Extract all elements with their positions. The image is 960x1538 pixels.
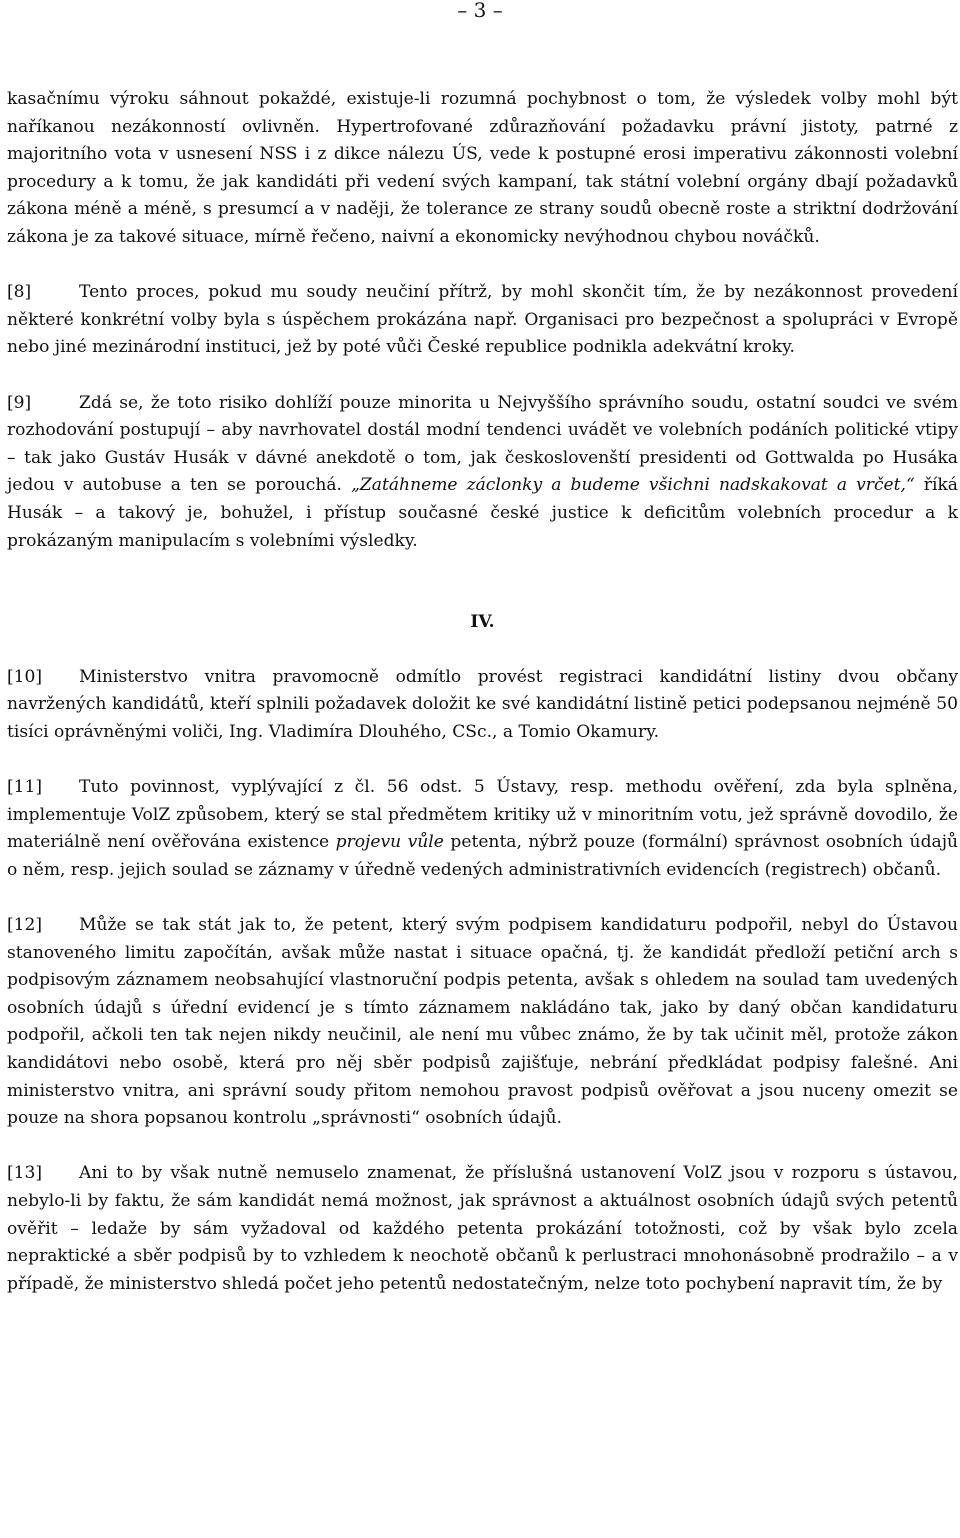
paragraph-11 (7, 774, 958, 884)
paragraph-9 (7, 390, 958, 556)
paragraph-text: říká Husák – a takový je, bohužel, i přístup současné české justice k deficitům volebních procedur a k prokázaným manipulacím s volebními výsledky. (7, 475, 958, 551)
paragraph-number: [8] (7, 282, 32, 303)
paragraph-continuation: kasačnímu výroku sáhnout pokaždé, existuje-li rozumná pochybnost o tom, že výsledek volby mohl být naříkanou nezákonností ovlivněn. Hypertrofované zdůrazňování požadavku právní jistoty, patrné z majoritního vota v usnesení NSS i z dikce nálezu ÚS, vede k postupné erosi imperativu zákonnosti volební procedury a k tomu, že jak kandidáti při vedení svých kampaní, tak státní volební orgány dbají požadavků zákona méně a méně, s presumcí a v naději, že tolerance ze strany soudů obecně roste a striktní dodržování zákona je za takové situace, mírně řečeno, naivní a ekonomicky nevýhodnou chybou nováčků. (7, 89, 958, 247)
paragraph-text: Tento proces, pokud mu soudy neučiní přítrž, by mohl skončit tím, že by nezákonnost provedení některé konkrétní volby byla s úspěchem prokázána např. Organisaci pro bezpečnost a spolupráci v Evropě nebo jiné mezinárodní instituci, jež by poté vůči České republice podnikla adekvátní kroky. (7, 282, 958, 358)
paragraph-text: Ministerstvo vnitra pravomocně odmítlo provést registraci kandidátní listiny dvou občany navržených kandidátů, kteří splnili požadavek doložit ke své kandidátní listině petici podepsanou nejméně 50 tisíci oprávněnými voliči, Ing. Vladimíra Dlouhého, CSc., a Tomio Okamury. (7, 666, 958, 742)
paragraph-13 (7, 1160, 958, 1298)
page-number: – 3 – (457, 0, 503, 22)
section-heading: IV. (470, 612, 495, 633)
document-body (7, 86, 958, 1298)
paragraph-text: Tuto povinnost, vyplývající z čl. 56 odst. 5 Ústavy, resp. methodu ověření, zda byla splněna, implementuje VolZ způsobem, který se stal předmětem kritiky už v minoritním votu, jež správně dovodilo, že materiálně není ověřována existence (7, 777, 958, 853)
paragraph-12 (7, 912, 958, 1133)
paragraph-number: [11] (7, 777, 43, 798)
paragraph-text: Ani to by však nutně nemuselo znamenat, že příslušná ustanovení VolZ jsou v rozporu s ústavou, nebylo-li by faktu, že sám kandidát nemá možnost, jak správnost a aktuálnost osobních údajů svých petentů ověřit – ledaže by sám vyžadoval od každého petenta prokázání totožnosti, což by však bylo zcela nepraktické a sběr podpisů by to vzhledem k neochotě občanů k perlustraci mnohonásobně prodražilo – a v případě, že ministerstvo shledá počet jeho petentů nedostatečným, nelze toto pochybení napravit tím, že by (7, 1163, 958, 1294)
paragraph-number: [10] (7, 666, 43, 687)
paragraph-text: Zdá se, že toto risiko dohlíží pouze minorita u Nejvyššího správního soudu, ostatní soudci ve svém rozhodování postupují – aby navrhovatel dostál modní tendenci uvádět ve volebních podáních politické vtipy – tak jako Gustáv Husák v dávné anekdotě o tom, jak českoslovenští presidenti od Gottwalda po Husáka jedou v autobuse a ten se porouchá. (7, 392, 958, 496)
paragraph-number: [12] (7, 915, 43, 936)
paragraph-number: [13] (7, 1163, 43, 1184)
husak-quote: „Zatáhneme záclonky a budeme všichni nadskakovat a vrčet,“ (351, 475, 915, 496)
paragraph-text: Může se tak stát jak to, že petent, který svým podpisem kandidaturu podpořil, nebyl do Ústavou stanoveného limitu započítán, avšak může nastat i situace opačná, tj. že kandidát předloží petiční arch s podpisovým záznamem neobsahující vlastnoruční podpis petenta, avšak s ohledem na soulad tam uvedených osobních údajů s úřední evidencí je s tímto záznamem nakládáno tak, jako by daný občan kandidaturu podpořil, ačkoli ten tak nejen nikdy neučinil, ale není mu vůbec známo, že by tak učinit měl, protože zákon kandidátovi nebo osobě, která pro něj sběr podpisů zajišťuje, nebrání předkládat podpisy falešné. Ani ministerstvo vnitra, ani správní soudy přitom nemohou pravost podpisů ověřovat a jsou nuceny omezit se pouze na shora popsanou kontrolu „správnosti“ osobních údajů. (7, 915, 958, 1129)
paragraph-text: petenta, nýbrž pouze (formální) správnost osobních údajů o něm, resp. jejich soulad se záznamy v úředně vedených administrativních evidencích (registrech) občanů. (7, 832, 959, 880)
paragraph-10 (7, 664, 958, 747)
emphasis-text: projevu vůle (335, 832, 444, 853)
paragraph-8 (7, 279, 958, 362)
paragraph-number: [9] (7, 392, 32, 413)
